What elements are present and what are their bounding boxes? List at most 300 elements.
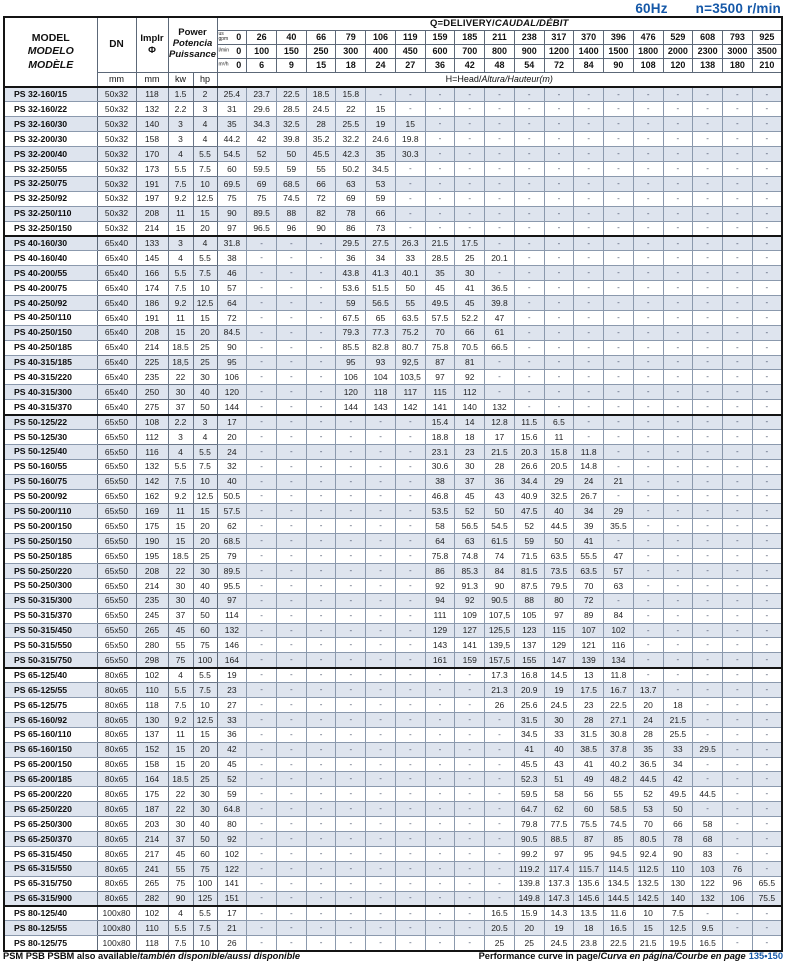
head-value-cell: 16.5 bbox=[604, 921, 634, 936]
power-hp-cell: 20 bbox=[193, 221, 217, 236]
head-value-cell: 97 bbox=[217, 221, 247, 236]
head-value-cell: - bbox=[455, 176, 485, 191]
head-value-cell: - bbox=[752, 251, 782, 266]
head-value-cell: - bbox=[722, 444, 752, 459]
head-value-cell: - bbox=[455, 727, 485, 742]
power-kw-cell: 15 bbox=[168, 534, 193, 549]
dn-cell: 65x40 bbox=[97, 355, 136, 370]
head-value-cell: 57.5 bbox=[425, 310, 455, 325]
flow-value-header: 26 bbox=[247, 30, 277, 44]
head-value-cell: - bbox=[722, 176, 752, 191]
head-value-cell: 34 bbox=[366, 251, 396, 266]
head-value-cell: 115 bbox=[544, 623, 574, 638]
head-value-cell: 121 bbox=[574, 638, 604, 653]
head-value-cell: - bbox=[752, 355, 782, 370]
model-cell: PS 32-200/40 bbox=[4, 147, 97, 162]
head-value-cell: - bbox=[663, 385, 693, 400]
head-value-cell: - bbox=[663, 534, 693, 549]
head-value-cell: 107,5 bbox=[485, 608, 515, 623]
head-value-cell: - bbox=[514, 102, 544, 117]
power-kw-cell: 7.5 bbox=[168, 698, 193, 713]
head-value-cell: 92.4 bbox=[633, 846, 663, 861]
head-value-cell: - bbox=[366, 891, 396, 906]
head-value-cell: - bbox=[336, 608, 366, 623]
head-value-cell: - bbox=[693, 147, 723, 162]
head-value-cell: 25.6 bbox=[514, 698, 544, 713]
head-value-cell: 16.8 bbox=[514, 668, 544, 683]
head-value-cell: - bbox=[336, 876, 366, 891]
head-value-cell: 9.5 bbox=[693, 921, 723, 936]
power-kw-cell: 9.2 bbox=[168, 489, 193, 504]
table-row bbox=[4, 251, 782, 266]
head-value-cell: 35 bbox=[633, 742, 663, 757]
head-value-cell: 51 bbox=[544, 772, 574, 787]
dn-cell: 65x40 bbox=[97, 325, 136, 340]
impeller-diameter-cell: 265 bbox=[136, 876, 168, 891]
head-value-cell: 17 bbox=[217, 906, 247, 921]
head-value-cell: - bbox=[663, 176, 693, 191]
head-value-cell: 62 bbox=[544, 802, 574, 817]
head-value-cell: - bbox=[514, 176, 544, 191]
flow-value-header: 0 bbox=[236, 60, 242, 70]
dn-cell: 65x50 bbox=[97, 474, 136, 489]
head-value-cell: - bbox=[722, 340, 752, 355]
power-hp-cell: 10 bbox=[193, 176, 217, 191]
head-value-cell: - bbox=[485, 772, 515, 787]
head-value-cell: - bbox=[395, 832, 425, 847]
head-value-cell: - bbox=[722, 519, 752, 534]
head-value-cell: 25.4 bbox=[217, 87, 247, 102]
head-value-cell: - bbox=[247, 712, 277, 727]
head-value-cell: - bbox=[574, 236, 604, 251]
head-value-cell: 74.5 bbox=[276, 191, 306, 206]
head-value-cell: 55 bbox=[306, 161, 336, 176]
head-value-cell: - bbox=[366, 742, 396, 757]
head-value-cell: 33 bbox=[544, 727, 574, 742]
head-value-cell: - bbox=[693, 638, 723, 653]
head-value-cell: - bbox=[395, 444, 425, 459]
page-top-right bbox=[0, 1, 781, 16]
head-value-cell: - bbox=[366, 593, 396, 608]
impeller-diameter-cell: 214 bbox=[136, 340, 168, 355]
model-cell: PS 40-315/370 bbox=[4, 400, 97, 415]
head-value-cell: - bbox=[604, 221, 634, 236]
flow-value-header: 36 bbox=[425, 58, 455, 72]
impeller-diameter-cell: 102 bbox=[136, 668, 168, 683]
head-value-cell: - bbox=[722, 325, 752, 340]
head-value-cell: - bbox=[722, 802, 752, 817]
head-value-cell: 66 bbox=[663, 817, 693, 832]
head-value-cell: - bbox=[276, 459, 306, 474]
head-value-cell: - bbox=[306, 906, 336, 921]
head-value-cell: 26.6 bbox=[514, 459, 544, 474]
head-value-cell: - bbox=[306, 459, 336, 474]
head-value-cell: - bbox=[574, 355, 604, 370]
head-value-cell: - bbox=[366, 474, 396, 489]
head-value-cell: 66 bbox=[306, 176, 336, 191]
head-value-cell: - bbox=[306, 534, 336, 549]
head-value-cell: 70 bbox=[574, 578, 604, 593]
head-value-cell: - bbox=[693, 400, 723, 415]
head-value-cell: - bbox=[693, 415, 723, 430]
head-value-cell: 44.2 bbox=[217, 132, 247, 147]
flow-value-header: 54 bbox=[514, 58, 544, 72]
head-value-cell: 32.5 bbox=[544, 489, 574, 504]
head-value-cell: - bbox=[455, 921, 485, 936]
head-value-cell: - bbox=[276, 504, 306, 519]
table-row bbox=[4, 325, 782, 340]
head-value-cell: 45 bbox=[455, 295, 485, 310]
head-value-cell: 143 bbox=[366, 400, 396, 415]
head-value-cell: - bbox=[306, 608, 336, 623]
head-value-cell: 15 bbox=[366, 102, 396, 117]
head-value-cell: 26 bbox=[485, 698, 515, 713]
head-value-cell: - bbox=[425, 876, 455, 891]
head-value-cell: 17.5 bbox=[455, 236, 485, 251]
head-value-cell: - bbox=[752, 161, 782, 176]
table-row bbox=[4, 578, 782, 593]
head-value-cell: - bbox=[425, 757, 455, 772]
head-value-cell: 143 bbox=[425, 638, 455, 653]
power-kw-cell: 11 bbox=[168, 206, 193, 221]
head-value-cell: - bbox=[752, 727, 782, 742]
dn-cell: 65x50 bbox=[97, 638, 136, 653]
model-cell: PS 65-160/150 bbox=[4, 742, 97, 757]
head-value-cell: - bbox=[276, 236, 306, 251]
model-cell: PS 50-125/22 bbox=[4, 415, 97, 430]
head-value-cell: 60 bbox=[574, 802, 604, 817]
head-value-cell: 20.5 bbox=[485, 921, 515, 936]
head-value-cell: - bbox=[455, 817, 485, 832]
head-value-cell: - bbox=[693, 340, 723, 355]
head-value-cell: - bbox=[514, 310, 544, 325]
head-value-cell: 31.5 bbox=[574, 727, 604, 742]
head-value-cell: - bbox=[425, 712, 455, 727]
head-value-cell: 40 bbox=[544, 504, 574, 519]
dn-cell: 65x50 bbox=[97, 489, 136, 504]
table-row bbox=[4, 817, 782, 832]
head-value-cell: 51.5 bbox=[366, 281, 396, 296]
head-value-cell: - bbox=[485, 147, 515, 162]
power-kw-cell: 7.5 bbox=[168, 936, 193, 951]
impeller-diameter-cell: 175 bbox=[136, 519, 168, 534]
model-cell: PS 50-250/300 bbox=[4, 578, 97, 593]
head-value-cell: - bbox=[633, 236, 663, 251]
model-cell: PS 50-315/750 bbox=[4, 653, 97, 668]
head-value-cell: - bbox=[633, 385, 663, 400]
table-row bbox=[4, 638, 782, 653]
table-row bbox=[4, 444, 782, 459]
head-value-cell: - bbox=[722, 936, 752, 951]
head-value-cell: - bbox=[604, 206, 634, 221]
power-hp-cell: 15 bbox=[193, 504, 217, 519]
head-value-cell: - bbox=[544, 325, 574, 340]
model-cell: PS 50-250/185 bbox=[4, 549, 97, 564]
flow-value-header: 210 bbox=[752, 58, 782, 72]
head-value-cell: - bbox=[276, 921, 306, 936]
head-value-cell: - bbox=[722, 87, 752, 102]
head-value-cell: - bbox=[306, 846, 336, 861]
head-value-cell: - bbox=[722, 846, 752, 861]
head-value-cell: - bbox=[693, 221, 723, 236]
head-value-cell: - bbox=[425, 102, 455, 117]
head-value-cell: 27.1 bbox=[604, 712, 634, 727]
head-value-cell: 43 bbox=[485, 489, 515, 504]
head-value-cell: - bbox=[722, 221, 752, 236]
table-row bbox=[4, 698, 782, 713]
head-value-cell: - bbox=[752, 474, 782, 489]
head-value-cell: - bbox=[336, 459, 366, 474]
head-value-cell: - bbox=[752, 578, 782, 593]
table-row bbox=[4, 489, 782, 504]
head-value-cell: - bbox=[722, 906, 752, 921]
head-value-cell: 18 bbox=[455, 429, 485, 444]
h-head-title: H=Head/Altura/Hauteur(m) bbox=[217, 72, 782, 87]
head-value-cell: 40.9 bbox=[514, 489, 544, 504]
head-value-cell: 37 bbox=[455, 474, 485, 489]
head-value-cell: - bbox=[693, 281, 723, 296]
head-value-cell: - bbox=[276, 325, 306, 340]
head-value-cell: 85 bbox=[604, 832, 634, 847]
head-value-cell: 18 bbox=[574, 921, 604, 936]
power-kw-cell: 7.5 bbox=[168, 281, 193, 296]
head-value-cell: 66.5 bbox=[485, 340, 515, 355]
head-value-cell: - bbox=[693, 429, 723, 444]
head-value-cell: 147.3 bbox=[544, 891, 574, 906]
head-value-cell: 28 bbox=[574, 712, 604, 727]
head-value-cell: 144 bbox=[336, 400, 366, 415]
head-value-cell: - bbox=[395, 712, 425, 727]
head-value-cell: - bbox=[693, 385, 723, 400]
head-value-cell: - bbox=[336, 593, 366, 608]
head-value-cell: - bbox=[514, 87, 544, 102]
head-value-cell: 82.8 bbox=[366, 340, 396, 355]
head-value-cell: 79.3 bbox=[336, 325, 366, 340]
head-value-cell: - bbox=[336, 772, 366, 787]
head-value-cell: - bbox=[633, 429, 663, 444]
head-value-cell: 53 bbox=[633, 802, 663, 817]
head-value-cell: 52 bbox=[247, 147, 277, 162]
head-value-cell: - bbox=[722, 787, 752, 802]
head-value-cell: - bbox=[752, 221, 782, 236]
impeller-diameter-cell: 158 bbox=[136, 757, 168, 772]
head-value-cell: - bbox=[425, 117, 455, 132]
head-value-cell: - bbox=[366, 608, 396, 623]
head-value-cell: 75.2 bbox=[395, 325, 425, 340]
hp-label: hp bbox=[193, 72, 217, 87]
impeller-diameter-cell: 191 bbox=[136, 310, 168, 325]
head-value-cell: 159 bbox=[455, 653, 485, 668]
table-row bbox=[4, 474, 782, 489]
head-value-cell: 135.6 bbox=[574, 876, 604, 891]
head-value-cell: - bbox=[722, 266, 752, 281]
impeller-diameter-cell: 214 bbox=[136, 578, 168, 593]
head-value-cell: - bbox=[752, 310, 782, 325]
head-value-cell: - bbox=[604, 236, 634, 251]
head-value-cell: - bbox=[514, 117, 544, 132]
pump-performance-table bbox=[3, 16, 783, 952]
head-value-cell: - bbox=[395, 415, 425, 430]
head-value-cell: - bbox=[366, 906, 396, 921]
impeller-diameter-cell: 145 bbox=[136, 251, 168, 266]
head-value-cell: - bbox=[633, 295, 663, 310]
model-cell: PS 65-200/185 bbox=[4, 772, 97, 787]
model-cell: PS 40-160/40 bbox=[4, 251, 97, 266]
head-value-cell: - bbox=[336, 712, 366, 727]
head-value-cell: - bbox=[752, 370, 782, 385]
head-value-cell: - bbox=[247, 846, 277, 861]
head-value-cell: - bbox=[604, 385, 634, 400]
head-value-cell: - bbox=[485, 787, 515, 802]
head-value-cell: - bbox=[336, 698, 366, 713]
head-value-cell: - bbox=[514, 340, 544, 355]
head-value-cell: - bbox=[514, 147, 544, 162]
head-value-cell: - bbox=[663, 117, 693, 132]
head-value-cell: 28.5 bbox=[425, 251, 455, 266]
head-value-cell: - bbox=[455, 668, 485, 683]
head-value-cell: 23.7 bbox=[247, 87, 277, 102]
head-value-cell: - bbox=[663, 221, 693, 236]
head-value-cell: 40 bbox=[544, 742, 574, 757]
flow-value-header: 3000 bbox=[722, 44, 752, 58]
power-hp-cell: 20 bbox=[193, 757, 217, 772]
head-value-cell: - bbox=[663, 683, 693, 698]
flow-value-header: 1500 bbox=[604, 44, 634, 58]
dn-cell: 65x50 bbox=[97, 504, 136, 519]
power-hp-cell: 15 bbox=[193, 727, 217, 742]
dn-cell: 65x50 bbox=[97, 593, 136, 608]
head-value-cell: - bbox=[455, 936, 485, 951]
head-value-cell: 47.5 bbox=[514, 504, 544, 519]
head-value-cell: 32.5 bbox=[276, 117, 306, 132]
head-value-cell: - bbox=[633, 102, 663, 117]
head-value-cell: - bbox=[663, 623, 693, 638]
head-value-cell: - bbox=[455, 906, 485, 921]
power-kw-cell: 9.2 bbox=[168, 295, 193, 310]
head-value-cell: 56.5 bbox=[366, 295, 396, 310]
flow-unit-label: us gpm bbox=[218, 31, 229, 42]
head-value-cell: 102 bbox=[604, 623, 634, 638]
head-value-cell: - bbox=[455, 117, 485, 132]
head-value-cell: - bbox=[336, 504, 366, 519]
impeller-diameter-cell: 174 bbox=[136, 281, 168, 296]
head-value-cell: - bbox=[752, 281, 782, 296]
power-kw-cell: 2.2 bbox=[168, 102, 193, 117]
dn-cell: 80x65 bbox=[97, 712, 136, 727]
power-hp-cell: 4 bbox=[193, 132, 217, 147]
flow-value-header: 317 bbox=[544, 30, 574, 44]
head-value-cell: 21.5 bbox=[425, 236, 455, 251]
head-value-cell: - bbox=[574, 191, 604, 206]
head-value-cell: - bbox=[247, 623, 277, 638]
head-value-cell: - bbox=[336, 832, 366, 847]
head-value-cell: - bbox=[693, 608, 723, 623]
head-value-cell: - bbox=[395, 221, 425, 236]
head-value-cell: 49.5 bbox=[663, 787, 693, 802]
head-value-cell: - bbox=[306, 698, 336, 713]
head-value-cell: - bbox=[247, 340, 277, 355]
head-value-cell: - bbox=[633, 623, 663, 638]
head-value-cell: 145.6 bbox=[574, 891, 604, 906]
head-value-cell: - bbox=[306, 519, 336, 534]
head-value-cell: - bbox=[663, 355, 693, 370]
table-row bbox=[4, 921, 782, 936]
head-value-cell: - bbox=[395, 534, 425, 549]
head-value-cell: 64.8 bbox=[217, 802, 247, 817]
dn-cell: 80x65 bbox=[97, 787, 136, 802]
head-value-cell: 53.6 bbox=[336, 281, 366, 296]
head-value-cell: 11.6 bbox=[604, 906, 634, 921]
flow-value-header: 450 bbox=[395, 44, 425, 58]
head-value-cell: - bbox=[276, 891, 306, 906]
head-value-cell: 32 bbox=[217, 459, 247, 474]
head-value-cell: - bbox=[514, 325, 544, 340]
impeller-unit-label: mm bbox=[136, 72, 168, 87]
head-value-cell: - bbox=[306, 325, 336, 340]
dn-cell: 80x65 bbox=[97, 698, 136, 713]
dn-cell: 50x32 bbox=[97, 132, 136, 147]
power-hp-cell: 7.5 bbox=[193, 161, 217, 176]
model-cell: PS 40-315/185 bbox=[4, 355, 97, 370]
head-value-cell: 63.5 bbox=[544, 549, 574, 564]
head-value-cell: 56.5 bbox=[455, 519, 485, 534]
head-value-cell: - bbox=[395, 102, 425, 117]
impeller-diameter-cell: 197 bbox=[136, 191, 168, 206]
head-value-cell: 79 bbox=[217, 549, 247, 564]
head-value-cell: 90.5 bbox=[514, 832, 544, 847]
power-kw-cell: 9.2 bbox=[168, 712, 193, 727]
model-cell: PS 65-250/370 bbox=[4, 832, 97, 847]
head-value-cell: 95.5 bbox=[217, 578, 247, 593]
dn-cell: 80x65 bbox=[97, 757, 136, 772]
table-row bbox=[4, 236, 782, 251]
head-value-cell: - bbox=[485, 846, 515, 861]
head-value-cell: 78 bbox=[336, 206, 366, 221]
head-value-cell: - bbox=[276, 608, 306, 623]
head-value-cell: 26.3 bbox=[395, 236, 425, 251]
head-value-cell: 30 bbox=[455, 459, 485, 474]
head-value-cell: - bbox=[247, 891, 277, 906]
head-value-cell: - bbox=[752, 698, 782, 713]
head-value-cell: 28 bbox=[633, 727, 663, 742]
impeller-diameter-cell: 241 bbox=[136, 861, 168, 876]
head-value-cell: - bbox=[752, 593, 782, 608]
head-value-cell: - bbox=[485, 385, 515, 400]
head-value-cell: - bbox=[752, 459, 782, 474]
head-value-cell: - bbox=[395, 206, 425, 221]
head-value-cell: 92 bbox=[455, 370, 485, 385]
head-value-cell: - bbox=[693, 906, 723, 921]
head-value-cell: 125,5 bbox=[485, 623, 515, 638]
head-value-cell: - bbox=[604, 370, 634, 385]
frequency-label: 60Hz bbox=[635, 1, 668, 16]
head-value-cell: - bbox=[604, 340, 634, 355]
head-value-cell: - bbox=[276, 832, 306, 847]
head-value-cell: - bbox=[574, 429, 604, 444]
head-value-cell: 29.5 bbox=[693, 742, 723, 757]
head-value-cell: - bbox=[455, 161, 485, 176]
head-value-cell: 55 bbox=[395, 295, 425, 310]
head-value-cell: - bbox=[752, 772, 782, 787]
power-kw-cell: 45 bbox=[168, 623, 193, 638]
head-value-cell: - bbox=[544, 221, 574, 236]
table-row bbox=[4, 564, 782, 579]
dn-cell: 65x50 bbox=[97, 519, 136, 534]
flow-value-header: 476 bbox=[633, 30, 663, 44]
power-kw-cell: 18,5 bbox=[168, 355, 193, 370]
head-value-cell: - bbox=[455, 742, 485, 757]
head-value-cell: 15.6 bbox=[514, 429, 544, 444]
